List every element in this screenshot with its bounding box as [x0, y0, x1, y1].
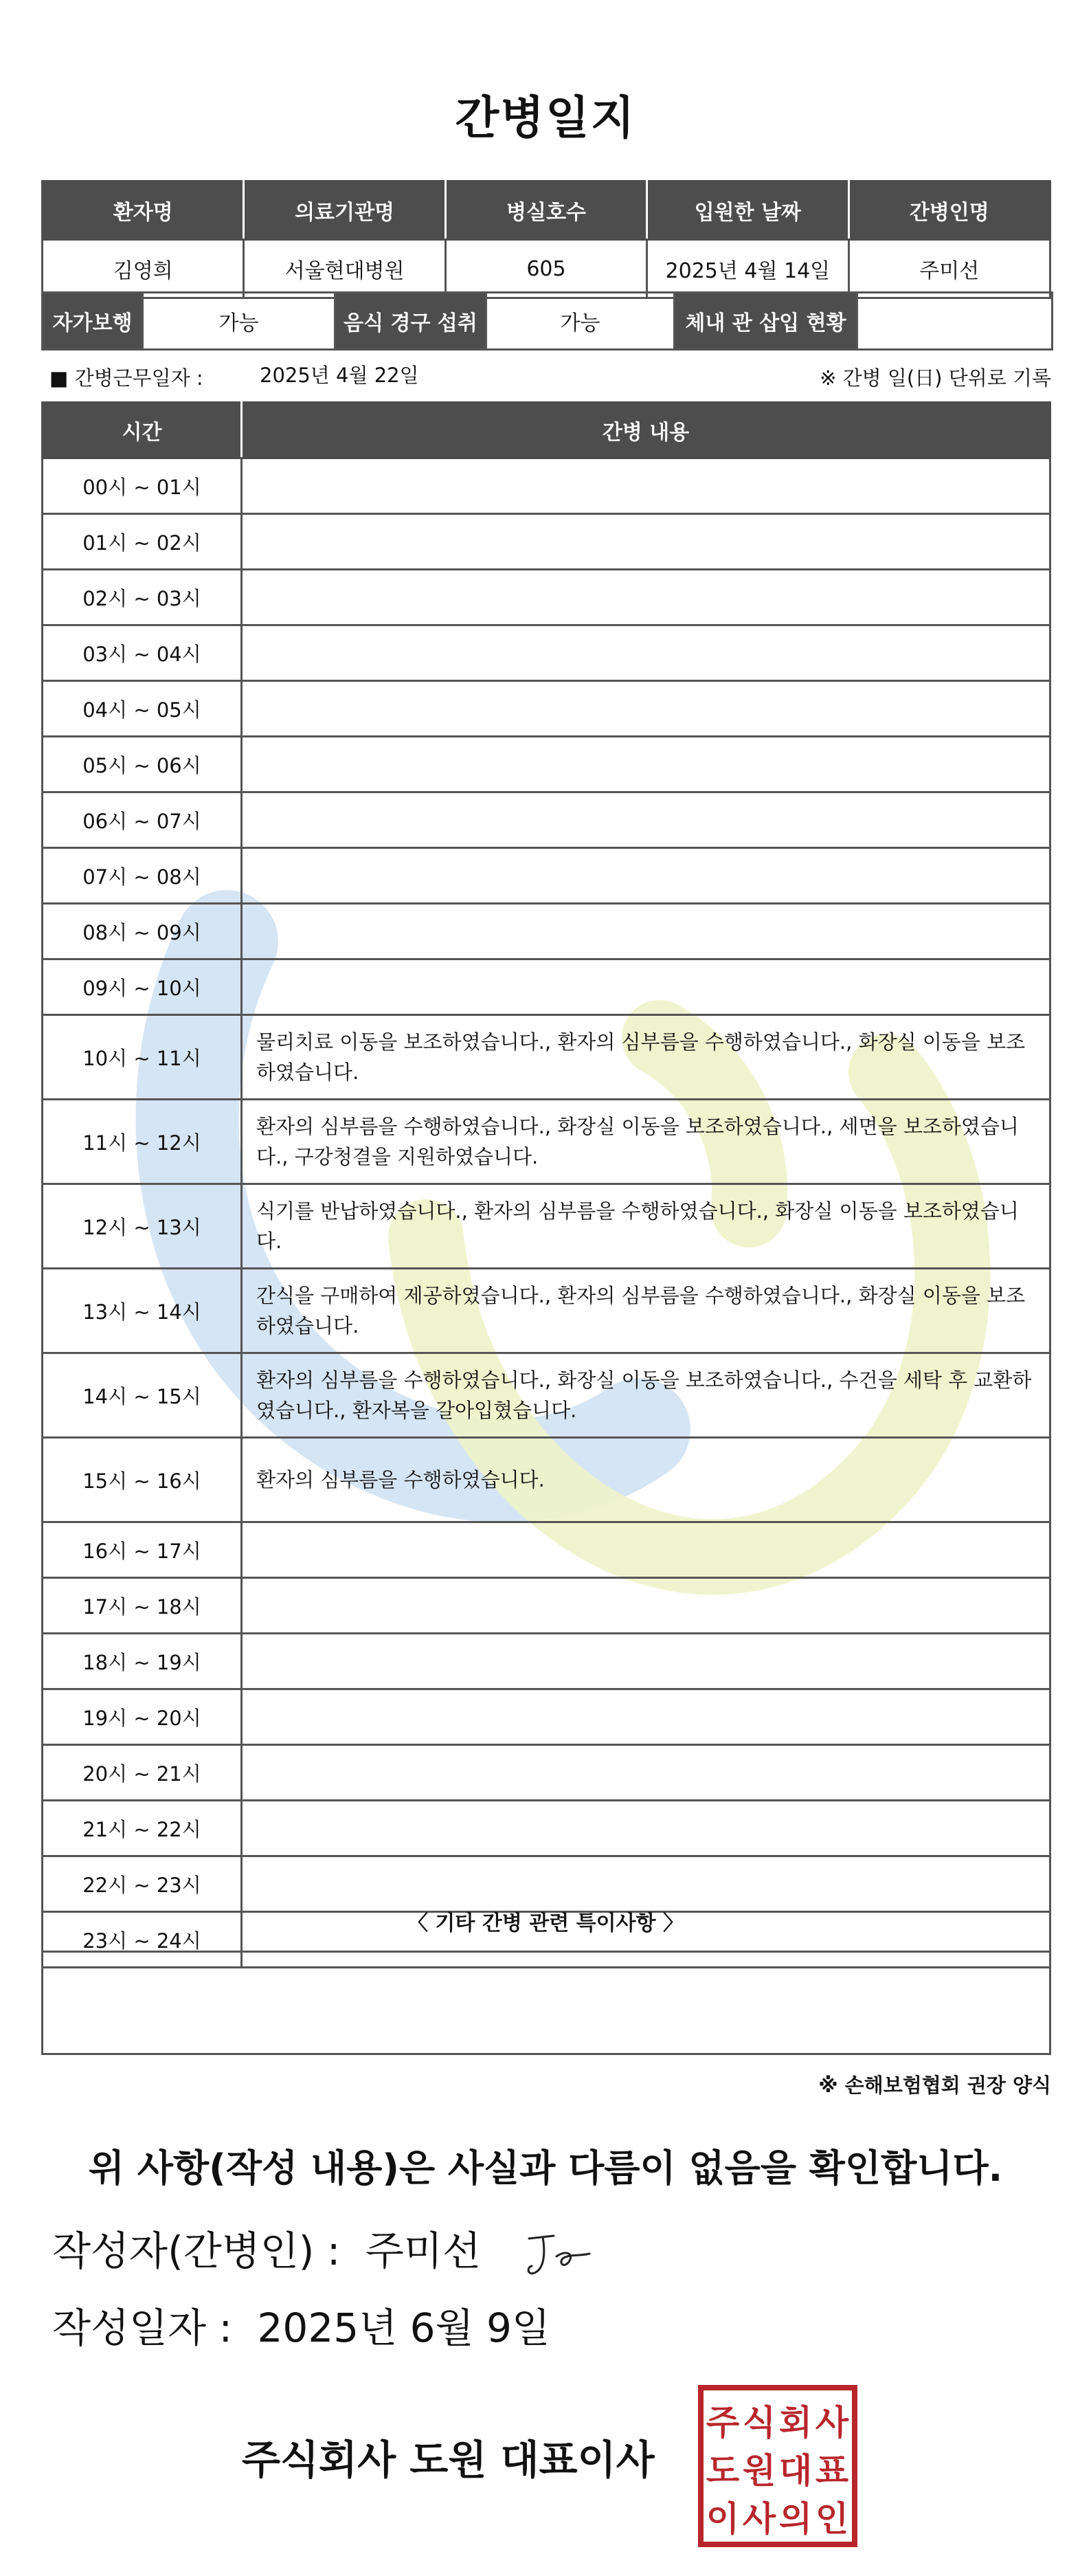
time-slot: 03시 ~ 04시 — [43, 625, 242, 681]
table-row — [43, 625, 1050, 681]
company-seal — [698, 2385, 857, 2547]
form-note: ※ 손해보험협회 권장 양식 — [818, 2074, 1051, 2097]
care-content — [242, 1856, 1050, 1912]
time-slot: 17시 ~ 18시 — [43, 1578, 242, 1634]
remarks-box — [41, 1951, 1051, 2055]
care-content — [242, 1522, 1050, 1578]
self-walk-label: 자가보행 — [43, 293, 143, 350]
table-row — [43, 737, 1050, 792]
table-row — [43, 1856, 1050, 1912]
seal-text — [706, 2403, 849, 2539]
header-care-content: 간병 내용 — [242, 403, 1050, 458]
table-row — [43, 1353, 1050, 1438]
table-row — [43, 848, 1050, 904]
care-content — [242, 458, 1050, 514]
tube-label: 체내 관 삽입 현황 — [675, 293, 857, 350]
seal-char: 대 — [778, 2451, 813, 2491]
care-log-body — [43, 458, 1050, 1968]
work-date-row — [49, 360, 1051, 395]
work-date-note: ※ 간병 일(日) 단위로 기록 — [820, 366, 1051, 390]
self-walk-value: 가능 — [143, 293, 335, 350]
table-row — [43, 1438, 1050, 1522]
time-slot: 11시 ~ 12시 — [43, 1100, 242, 1184]
hospital-name: 서울현대병원 — [244, 240, 445, 298]
author-label: 작성자(간병인) : — [52, 2228, 341, 2274]
care-content: 물리치료 이동을 보조하였습니다., 환자의 심부름을 수행하였습니다., 화장실 이동을 보조하였습니다. — [242, 1015, 1050, 1100]
header-patient-name: 환자명 — [43, 181, 244, 240]
written-date-row — [52, 2296, 550, 2353]
time-slot: 12시 ~ 13시 — [43, 1184, 242, 1269]
time-slot: 13시 ~ 14시 — [43, 1269, 242, 1353]
time-slot: 23시 ~ 24시 — [43, 1912, 242, 1968]
header-admission-date: 입원한 날짜 — [647, 181, 848, 240]
header-room-number: 병실호수 — [445, 181, 646, 240]
time-slot: 18시 ~ 19시 — [43, 1634, 242, 1689]
care-content: 환자의 심부름을 수행하였습니다., 화장실 이동을 보조하였습니다., 수건을 세탁 후 교환하였습니다., 환자복을 갈아입혔습니다. — [242, 1353, 1050, 1438]
time-slot: 06시 ~ 07시 — [43, 792, 242, 848]
company-name: 주식회사 도원 대표이사 — [242, 2436, 655, 2483]
time-slot: 08시 ~ 09시 — [43, 904, 242, 959]
admission-date: 2025년 4월 14일 — [647, 240, 848, 298]
time-slot: 19시 ~ 20시 — [43, 1689, 242, 1745]
oral-intake-value: 가능 — [486, 293, 675, 350]
care-content — [242, 792, 1050, 848]
care-log-header-row — [43, 403, 1050, 458]
care-content — [242, 904, 1050, 959]
care-content: 환자의 심부름을 수행하였습니다. — [242, 1438, 1050, 1522]
seal-char: 이 — [706, 2499, 740, 2539]
care-log-table — [41, 401, 1051, 1968]
seal-char: 사 — [742, 2499, 776, 2539]
patient-status-table — [41, 291, 1053, 351]
seal-char: 도 — [706, 2451, 740, 2491]
care-content — [242, 737, 1050, 792]
time-slot: 02시 ~ 03시 — [43, 570, 242, 625]
table-row — [43, 1184, 1050, 1269]
confirmation-statement: 위 사항(작성 내용)은 사실과 다름이 없음을 확인합니다. — [88, 2146, 1003, 2190]
table-row — [43, 1689, 1050, 1745]
author-row — [52, 2219, 596, 2281]
time-slot: 15시 ~ 16시 — [43, 1438, 242, 1522]
table-row — [43, 904, 1050, 959]
seal-char: 회 — [778, 2403, 813, 2443]
seal-char: 의 — [778, 2499, 813, 2539]
time-slot: 21시 ~ 22시 — [43, 1801, 242, 1856]
care-content — [242, 1689, 1050, 1745]
header-hospital-name: 의료기관명 — [244, 181, 445, 240]
patient-name: 김영희 — [43, 240, 244, 298]
seal-char: 주 — [706, 2403, 740, 2443]
oral-intake-label: 음식 경구 섭취 — [335, 293, 486, 350]
care-content — [242, 681, 1050, 737]
care-content — [242, 1634, 1050, 1689]
time-slot: 05시 ~ 06시 — [43, 737, 242, 792]
tube-value — [857, 293, 1053, 350]
work-date-label: ■ 간병근무일자 : — [49, 366, 203, 390]
time-slot: 14시 ~ 15시 — [43, 1353, 242, 1438]
table-row — [43, 1269, 1050, 1353]
header-caregiver-name: 간병인명 — [848, 181, 1050, 240]
table-row — [43, 1634, 1050, 1689]
table-row — [43, 1578, 1050, 1634]
seal-char: 표 — [815, 2451, 849, 2491]
caregiver-name: 주미선 — [848, 240, 1050, 298]
care-content — [242, 1801, 1050, 1856]
table-row — [43, 792, 1050, 848]
care-content — [242, 1578, 1050, 1634]
care-content — [242, 514, 1050, 570]
care-content — [242, 848, 1050, 904]
signature-image — [521, 2226, 596, 2281]
seal-char: 원 — [742, 2451, 776, 2491]
table-row — [43, 959, 1050, 1015]
work-date-value: 2025년 4월 22일 — [260, 364, 419, 387]
patient-info-value-row — [43, 240, 1050, 298]
seal-char: 인 — [815, 2499, 849, 2539]
patient-info-header-row — [43, 181, 1050, 240]
table-row — [43, 1100, 1050, 1184]
seal-char: 식 — [742, 2403, 776, 2443]
care-content — [242, 1745, 1050, 1801]
table-row — [43, 1015, 1050, 1100]
time-slot: 20시 ~ 21시 — [43, 1745, 242, 1801]
care-content: 간식을 구매하여 제공하였습니다., 환자의 심부름을 수행하였습니다., 화장실 이동을 보조하였습니다. — [242, 1269, 1050, 1353]
time-slot: 01시 ~ 02시 — [43, 514, 242, 570]
time-slot: 22시 ~ 23시 — [43, 1856, 242, 1912]
time-slot: 00시 ~ 01시 — [43, 458, 242, 514]
room-number: 605 — [445, 240, 646, 298]
table-row — [43, 681, 1050, 737]
author-name: 주미선 — [365, 2228, 481, 2274]
care-content — [242, 570, 1050, 625]
care-content — [242, 959, 1050, 1015]
care-content — [242, 625, 1050, 681]
time-slot: 09시 ~ 10시 — [43, 959, 242, 1015]
time-slot: 04시 ~ 05시 — [43, 681, 242, 737]
time-slot: 10시 ~ 11시 — [43, 1015, 242, 1100]
time-slot: 16시 ~ 17시 — [43, 1522, 242, 1578]
remarks-title: 〈 기타 간병 관련 특이사항 〉 — [407, 1911, 684, 1935]
patient-info-table — [41, 180, 1051, 299]
written-date-label: 작성일자 : — [52, 2305, 233, 2351]
table-row — [43, 1801, 1050, 1856]
header-time: 시간 — [43, 403, 242, 458]
table-row — [43, 1522, 1050, 1578]
care-content: 환자의 심부름을 수행하였습니다., 화장실 이동을 보조하였습니다., 세면을 보조하였습니다., 구강청결을 지원하였습니다. — [242, 1100, 1050, 1184]
table-row — [43, 514, 1050, 570]
care-content: 식기를 반납하였습니다., 환자의 심부름을 수행하였습니다., 화장실 이동을 보조하였습니다. — [242, 1184, 1050, 1269]
table-row — [43, 1745, 1050, 1801]
written-date-value: 2025년 6월 9일 — [257, 2305, 550, 2351]
table-row — [43, 570, 1050, 625]
page-title: 간병일지 — [455, 91, 636, 144]
seal-char: 사 — [815, 2403, 849, 2443]
table-row — [43, 458, 1050, 514]
time-slot: 07시 ~ 08시 — [43, 848, 242, 904]
